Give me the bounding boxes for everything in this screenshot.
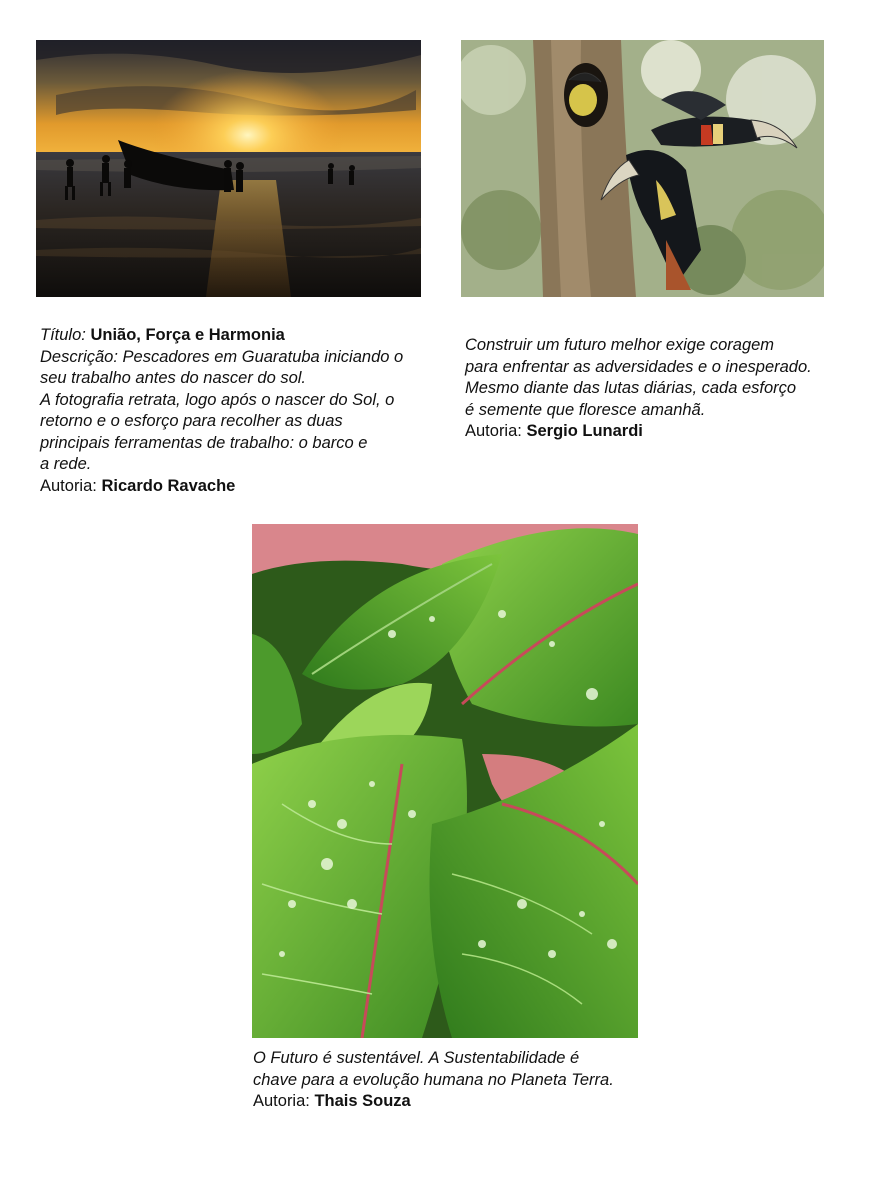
author-name: Thais Souza <box>314 1092 411 1110</box>
caption-line: O Futuro é sustentável. A Sustentabilidade é <box>253 1049 580 1067</box>
leaves-photo <box>252 524 638 1038</box>
toucans-caption <box>465 335 865 443</box>
author-label: Autoria: <box>40 476 97 495</box>
beach-caption <box>40 325 440 497</box>
caption-line: chave para a evolução humana no Planeta Terra. <box>253 1070 614 1089</box>
caption-line: Mesmo diante das lutas diárias, cada esforço <box>465 379 797 397</box>
caption-line: é semente que floresce amanhã. <box>465 400 706 419</box>
author-label: Autoria: <box>465 422 522 440</box>
leaves-caption <box>253 1048 673 1113</box>
description-line: A fotografia retrata, logo após o nascer do Sol, o <box>40 390 395 409</box>
author-line <box>253 1091 673 1113</box>
description-line: seu trabalho antes do nascer do sol. <box>40 369 307 387</box>
description-line: Descrição: Pescadores em Guaratuba iniciando o <box>40 347 404 366</box>
author-name: Ricardo Ravache <box>101 476 236 495</box>
caption-line: Construir um futuro melhor exige coragem <box>465 336 775 354</box>
author-label: Autoria: <box>253 1092 310 1110</box>
caption-line: para enfrentar as adversidades e o inesperado. <box>465 357 812 376</box>
author-line <box>465 421 865 443</box>
description-line: a rede. <box>40 455 92 473</box>
sunrise-fishermen-photo <box>36 40 421 297</box>
title-label: Título: <box>40 326 86 344</box>
photo-title-line <box>40 325 440 347</box>
description-line: principais ferramentas de trabalho: o barco e <box>40 433 368 452</box>
description-line: retorno e o esforço para recolher as duas <box>40 412 343 430</box>
author-line <box>40 476 440 498</box>
toucans-photo <box>461 40 824 297</box>
author-name: Sergio Lunardi <box>526 422 643 440</box>
photo-title: União, Força e Harmonia <box>90 326 285 344</box>
